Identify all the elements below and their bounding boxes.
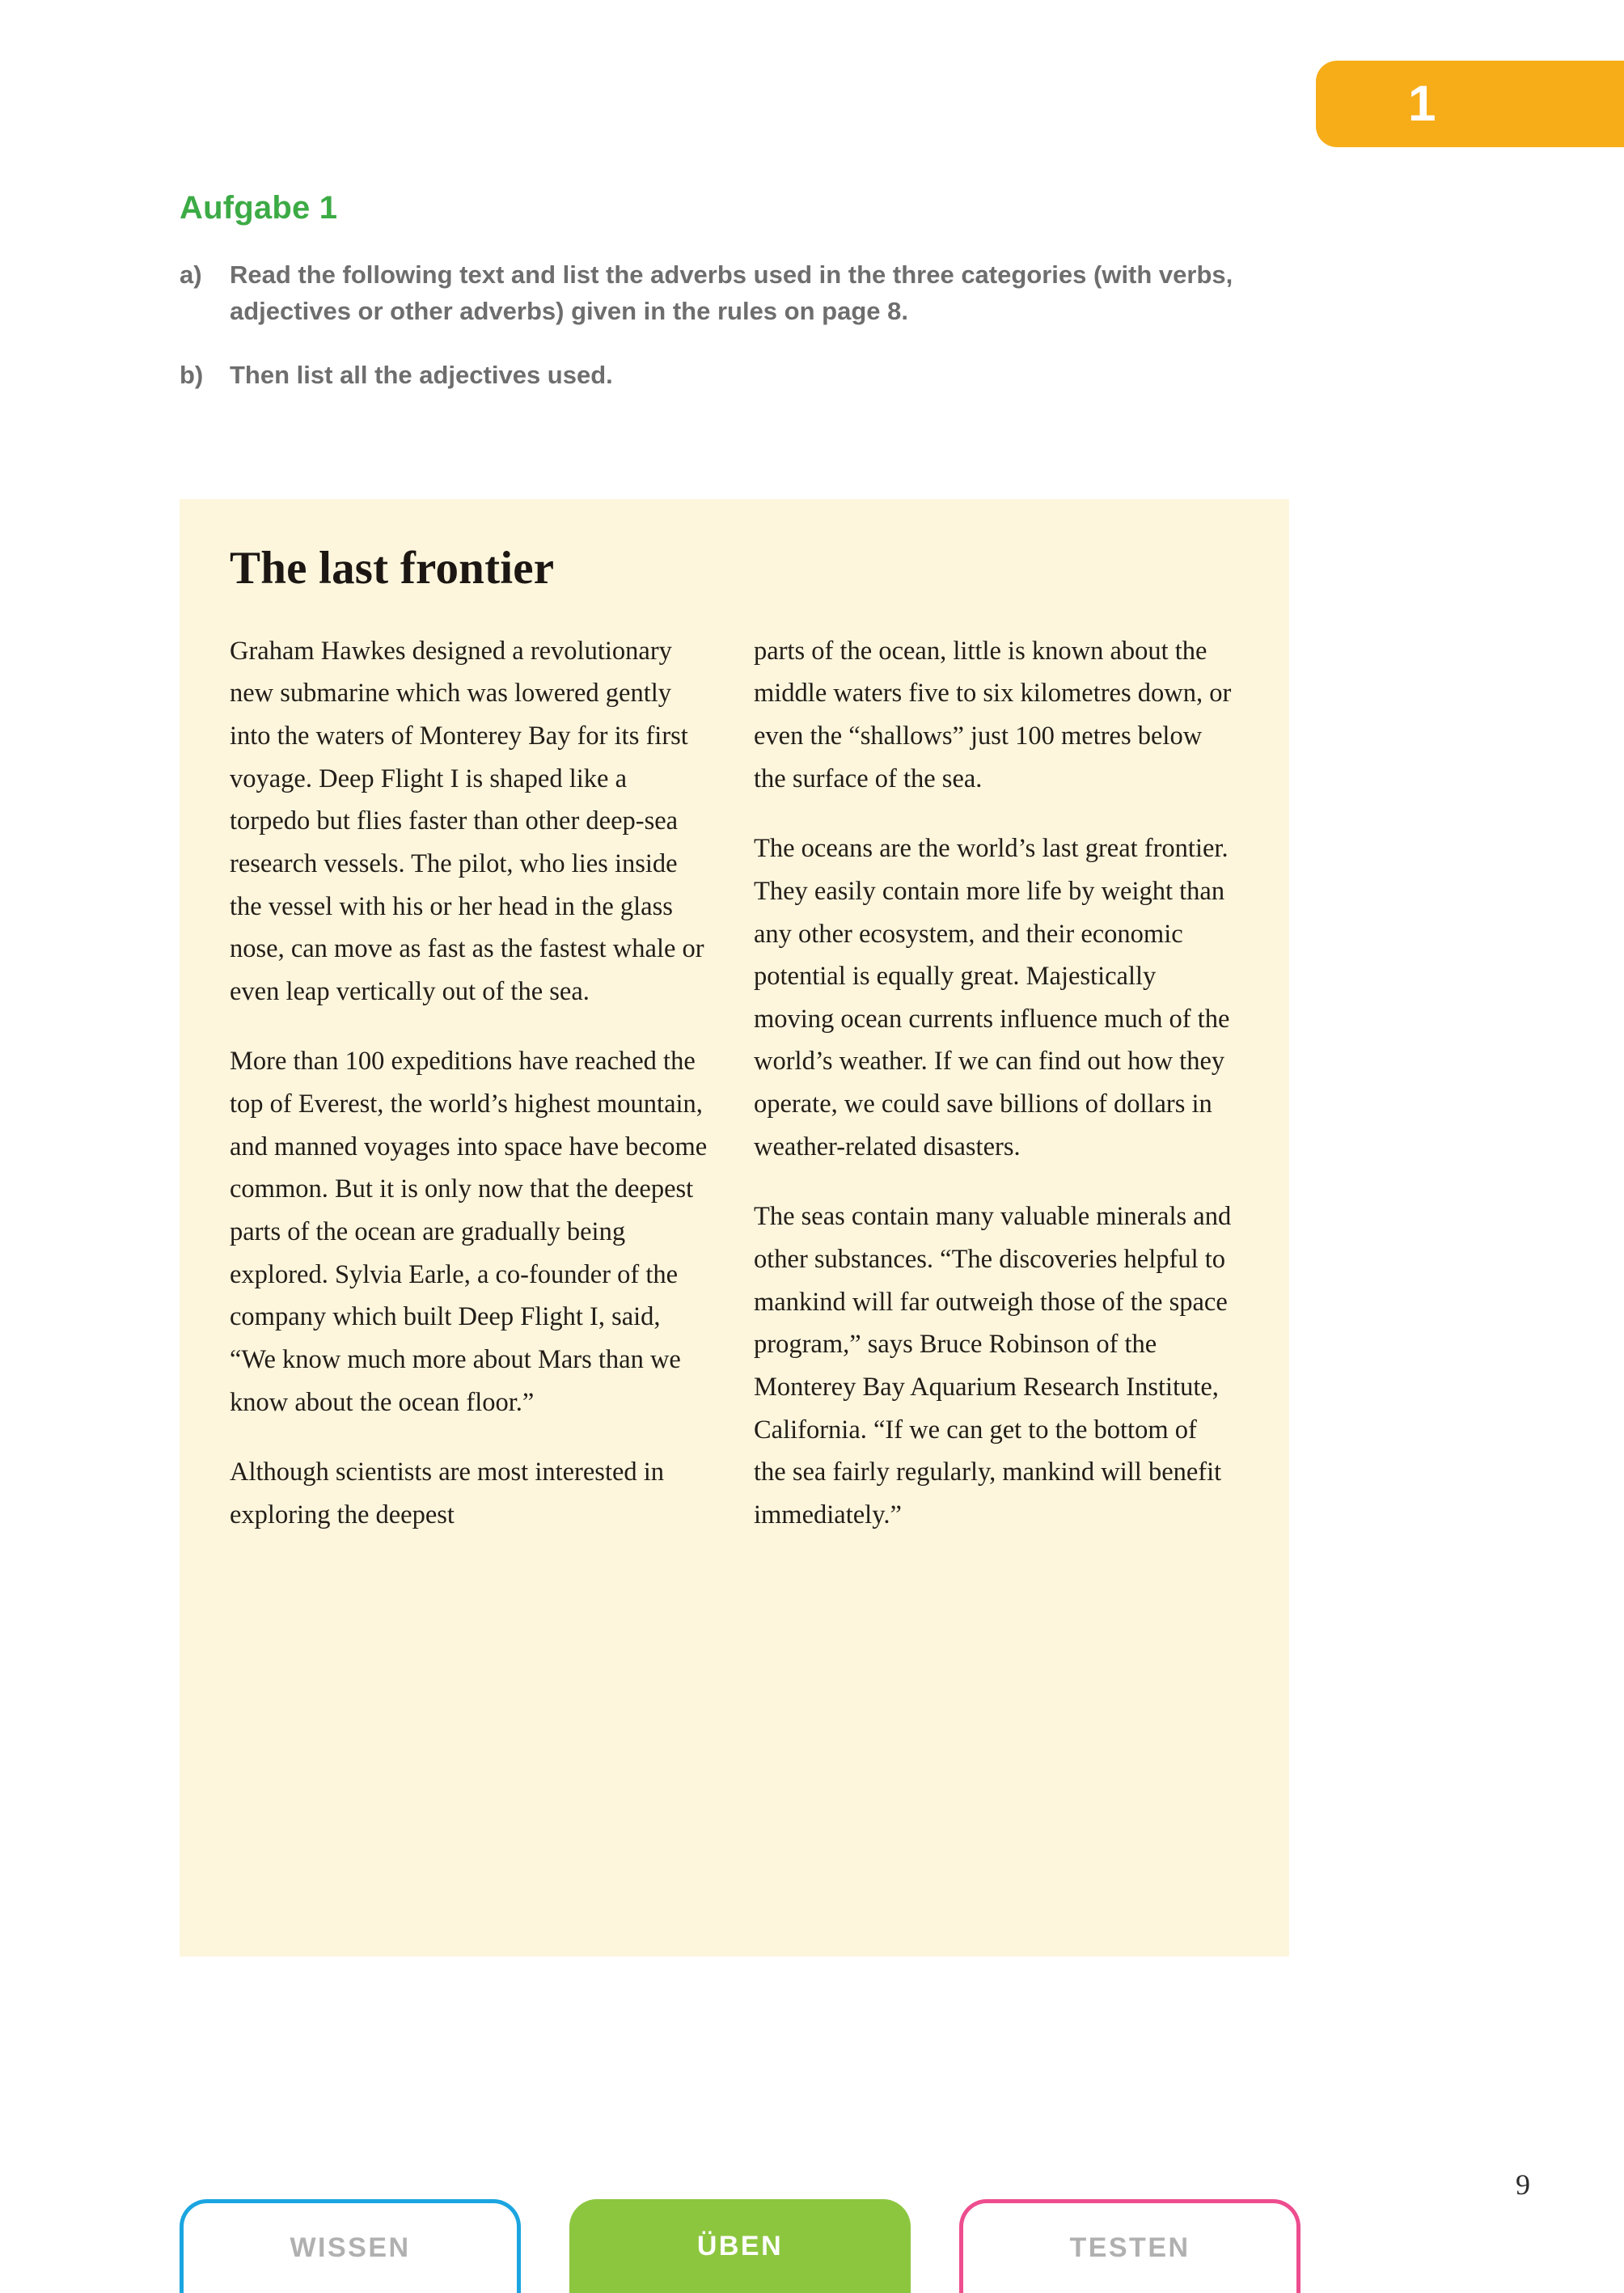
task-item-b — [180, 357, 1312, 394]
reading-text-box — [180, 499, 1289, 1957]
tab-ueben[interactable] — [569, 2199, 911, 2293]
article-column-right — [754, 630, 1233, 1537]
paragraph: parts of the ocean, little is known about the middle waters five to six kilometres down, or even the “shallows” just 100 metres below the surface of the sea. — [754, 636, 1232, 793]
tab-ueben-label: ÜBEN — [696, 2230, 784, 2261]
article-columns — [230, 630, 1241, 1537]
page-number: 9 — [1516, 2168, 1530, 2201]
task-marker-a: a) — [180, 260, 202, 289]
chapter-number: 1 — [1408, 75, 1436, 132]
tab-testen-label: TESTEN — [1069, 2232, 1191, 2263]
task-list — [180, 257, 1312, 421]
paragraph: Although scientists are most interested in exploring the deepest — [230, 1457, 665, 1529]
page-title: Aufgabe 1 — [180, 190, 338, 226]
paragraph: The oceans are the world’s last great frontier. They easily contain more life by weight than any other ecosystem, and their economic potential is equally great. Majestically moving ocean currents influence much of the world’s weather. If we can find out how they operate, we could save billions of dollars in weather-related disasters. — [754, 834, 1230, 1161]
paragraph: More than 100 expeditions have reached the top of Everest, the world’s highest mountain, and manned voyages into space have become common. But it is only now that the deepest parts of the ocean are gradually being explored. Sylvia Earle, a co-founder of the company which built Deep Flight I, said, “We know much more about Mars than we know about the ocean floor.” — [230, 1047, 708, 1417]
task-text-b: Then list all the adjectives used. — [230, 360, 613, 389]
task-marker-b: b) — [180, 360, 204, 389]
tab-testen[interactable] — [959, 2199, 1300, 2293]
bottom-tab-bar — [180, 2199, 1300, 2293]
article-column-left — [230, 630, 708, 1537]
task-item-a — [180, 257, 1312, 330]
tab-wissen[interactable] — [180, 2199, 521, 2293]
tab-wissen-label: WISSEN — [290, 2232, 411, 2263]
task-text-a: Read the following text and list the adverbs used in the three categories (with verbs, adjectives or other adverbs) given in the rules on page 8. — [230, 260, 1233, 325]
chapter-tab — [1316, 61, 1624, 147]
article-title: The last frontier — [230, 543, 555, 594]
paragraph: Graham Hawkes designed a revolutionary new submarine which was lowered gently into the waters of Monterey Bay for its first voyage. Deep Flight I is shaped like a torpedo but flies faster than other deep-sea research vessels. The pilot, who lies inside the vessel with his or her head in the glass nose, can move as fast as the fastest whale or even leap vertically out of the sea. — [230, 636, 704, 1006]
paragraph: The seas contain many valuable minerals and other substances. “The discoveries helpful to mankind will far outweigh those of the space program,” says Bruce Robinson of the Monterey Bay Aquarium Research Institute, California. “If we can get to the bottom of the sea fairly regularly, mankind will benefit immediately.” — [754, 1202, 1232, 1529]
